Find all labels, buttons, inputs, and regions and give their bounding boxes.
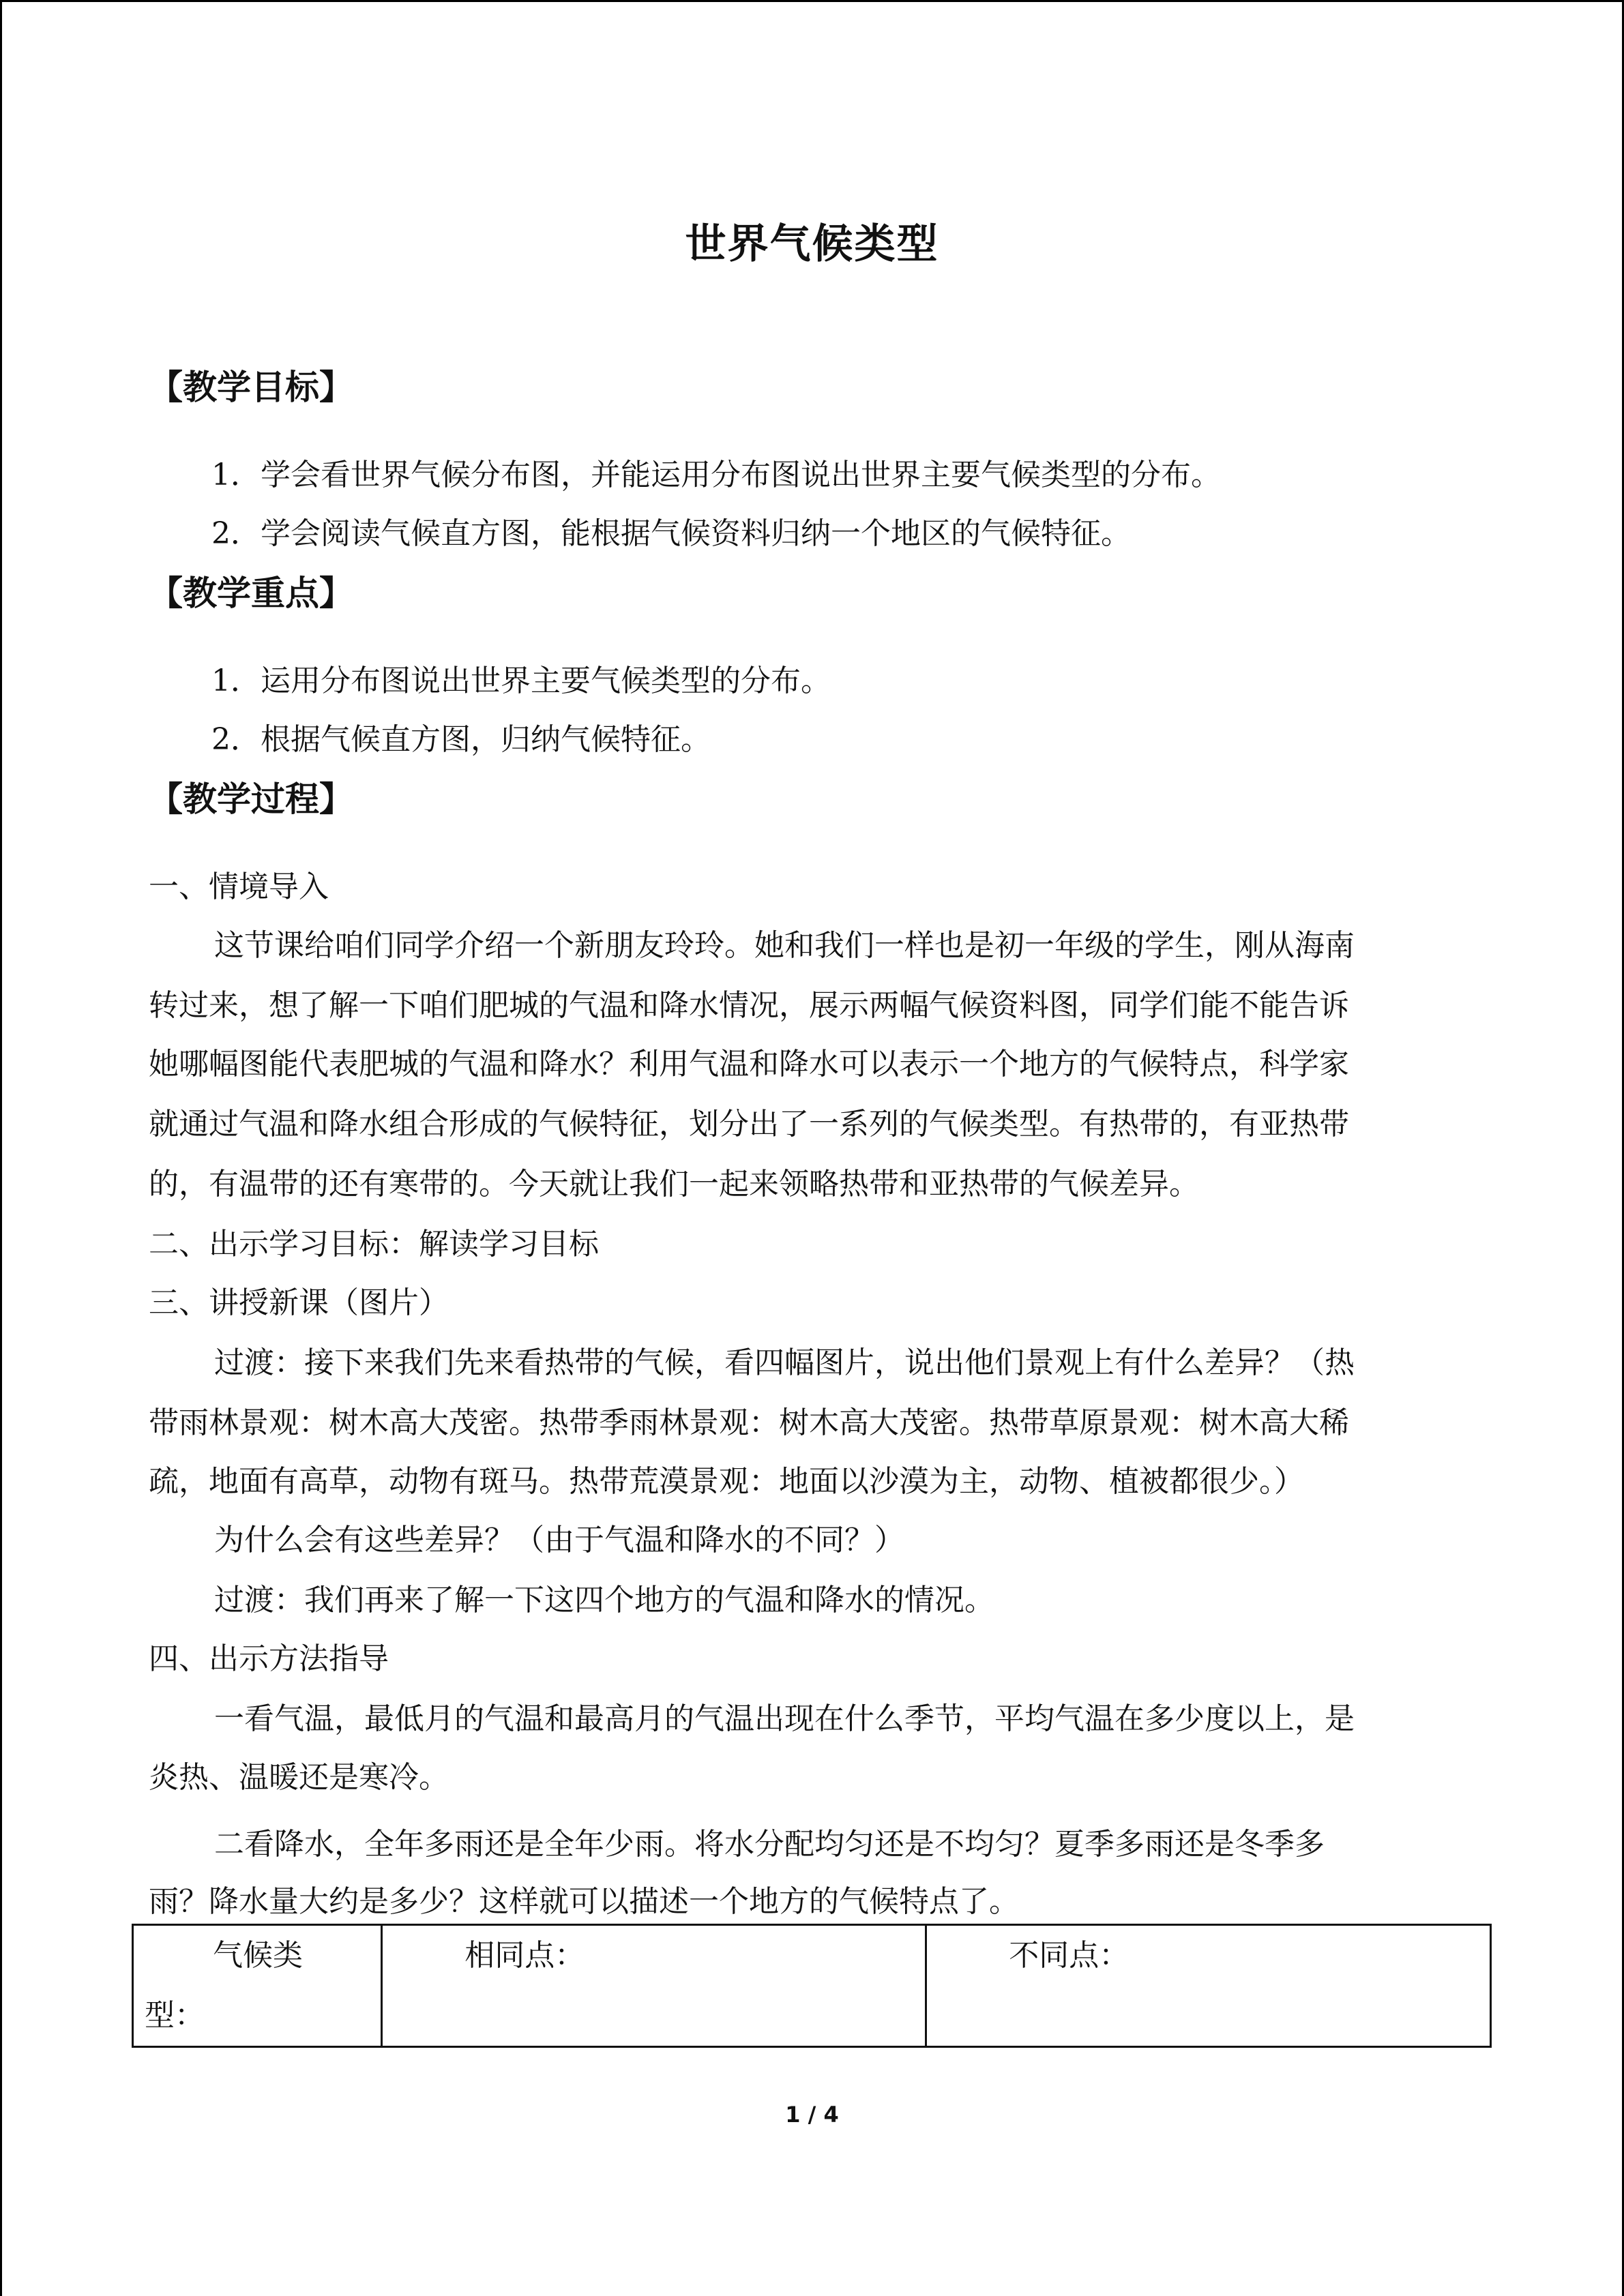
table-row [133,1925,1491,2047]
similarities-label: 相同点： [464,1938,585,1973]
intro-line-3: 她哪幅图能代表肥城的气温和降水？利用气温和降水可以表示一个地方的气候特点，科学家 [149,1047,1349,1082]
temperature-line-2: 炎热、温暖还是寒冷。 [149,1760,449,1795]
intro-line-5: 的，有温带的还有寒带的。今天就让我们一起来领略热带和亚热带的气候差异。 [149,1167,1199,1202]
page-number: 1 / 4 [785,2102,839,2128]
step-heading-1: 一、情境导入 [149,869,329,904]
climate-type-label-line-1: 气候类 [213,1938,303,1973]
section-heading-process: 【教学过程】 [149,779,353,819]
transition1-line-3: 疏，地面有高草，动物有斑马。热带荒漠景观：地面以沙漠为主，动物、植被都很少。） [149,1464,1304,1499]
rainfall-line-2: 雨？降水量大约是多少？这样就可以描述一个地方的气候特点了。 [149,1884,1019,1919]
document-title: 世界气候类型 [685,220,939,268]
goal-item-2: 2．学会阅读气候直方图，能根据气候资料归纳一个地区的气候特征。 [211,516,1131,551]
goal-item-1: 1．学会看世界气候分布图，并能运用分布图说出世界主要气候类型的分布。 [211,458,1221,492]
transition1-line-1: 过渡：接下来我们先来看热带的气候，看四幅图片，说出他们景观上有什么差异？（热 [214,1345,1355,1380]
step-heading-3: 三、讲授新课（图片） [149,1285,449,1320]
section-heading-goals: 【教学目标】 [149,368,353,407]
intro-line-4: 就通过气温和降水组合形成的气候特征，划分出了一系列的气候类型。有热带的，有亚热带 [149,1107,1349,1142]
step-heading-4: 四、出示方法指导 [149,1641,389,1676]
climate-type-label-line-2: 型： [145,1998,205,2033]
page-border-left [0,0,2,2296]
rainfall-line-1: 二看降水，全年多雨还是全年少雨。将水分配均匀还是不均匀？夏季多雨还是冬季多 [214,1827,1325,1862]
table-cell-similarities [382,1925,926,2047]
key-point-item-2: 2．根据气候直方图，归纳气候特征。 [211,722,711,757]
differences-label: 不同点： [1009,1938,1130,1973]
intro-line-2: 转过来，想了解一下咱们肥城的气温和降水情况，展示两幅气候资料图，同学们能不能告诉 [149,988,1349,1023]
section-heading-key-points: 【教学重点】 [149,573,353,613]
key-point-item-1: 1．运用分布图说出世界主要气候类型的分布。 [211,664,831,698]
step-heading-2: 二、出示学习目标：解读学习目标 [149,1227,599,1262]
table-cell-climate-type [133,1925,382,2047]
temperature-line-1: 一看气温，最低月的气温和最高月的气温出现在什么季节，平均气温在多少度以上，是 [214,1701,1355,1736]
transition2-line: 过渡：我们再来了解一下这四个地方的气温和降水的情况。 [214,1583,994,1617]
table-cell-differences [926,1925,1491,2047]
question-line: 为什么会有这些差异？（由于气温和降水的不同？） [214,1523,904,1557]
intro-line-1: 这节课给咱们同学介绍一个新朋友玲玲。她和我们一样也是初一年级的学生，刚从海南 [214,928,1355,963]
transition1-line-2: 带雨林景观：树木高大茂密。热带季雨林景观：树木高大茂密。热带草原景观：树木高大稀 [149,1405,1349,1440]
page-border-top [0,0,1624,2]
comparison-table [132,1924,1492,2048]
